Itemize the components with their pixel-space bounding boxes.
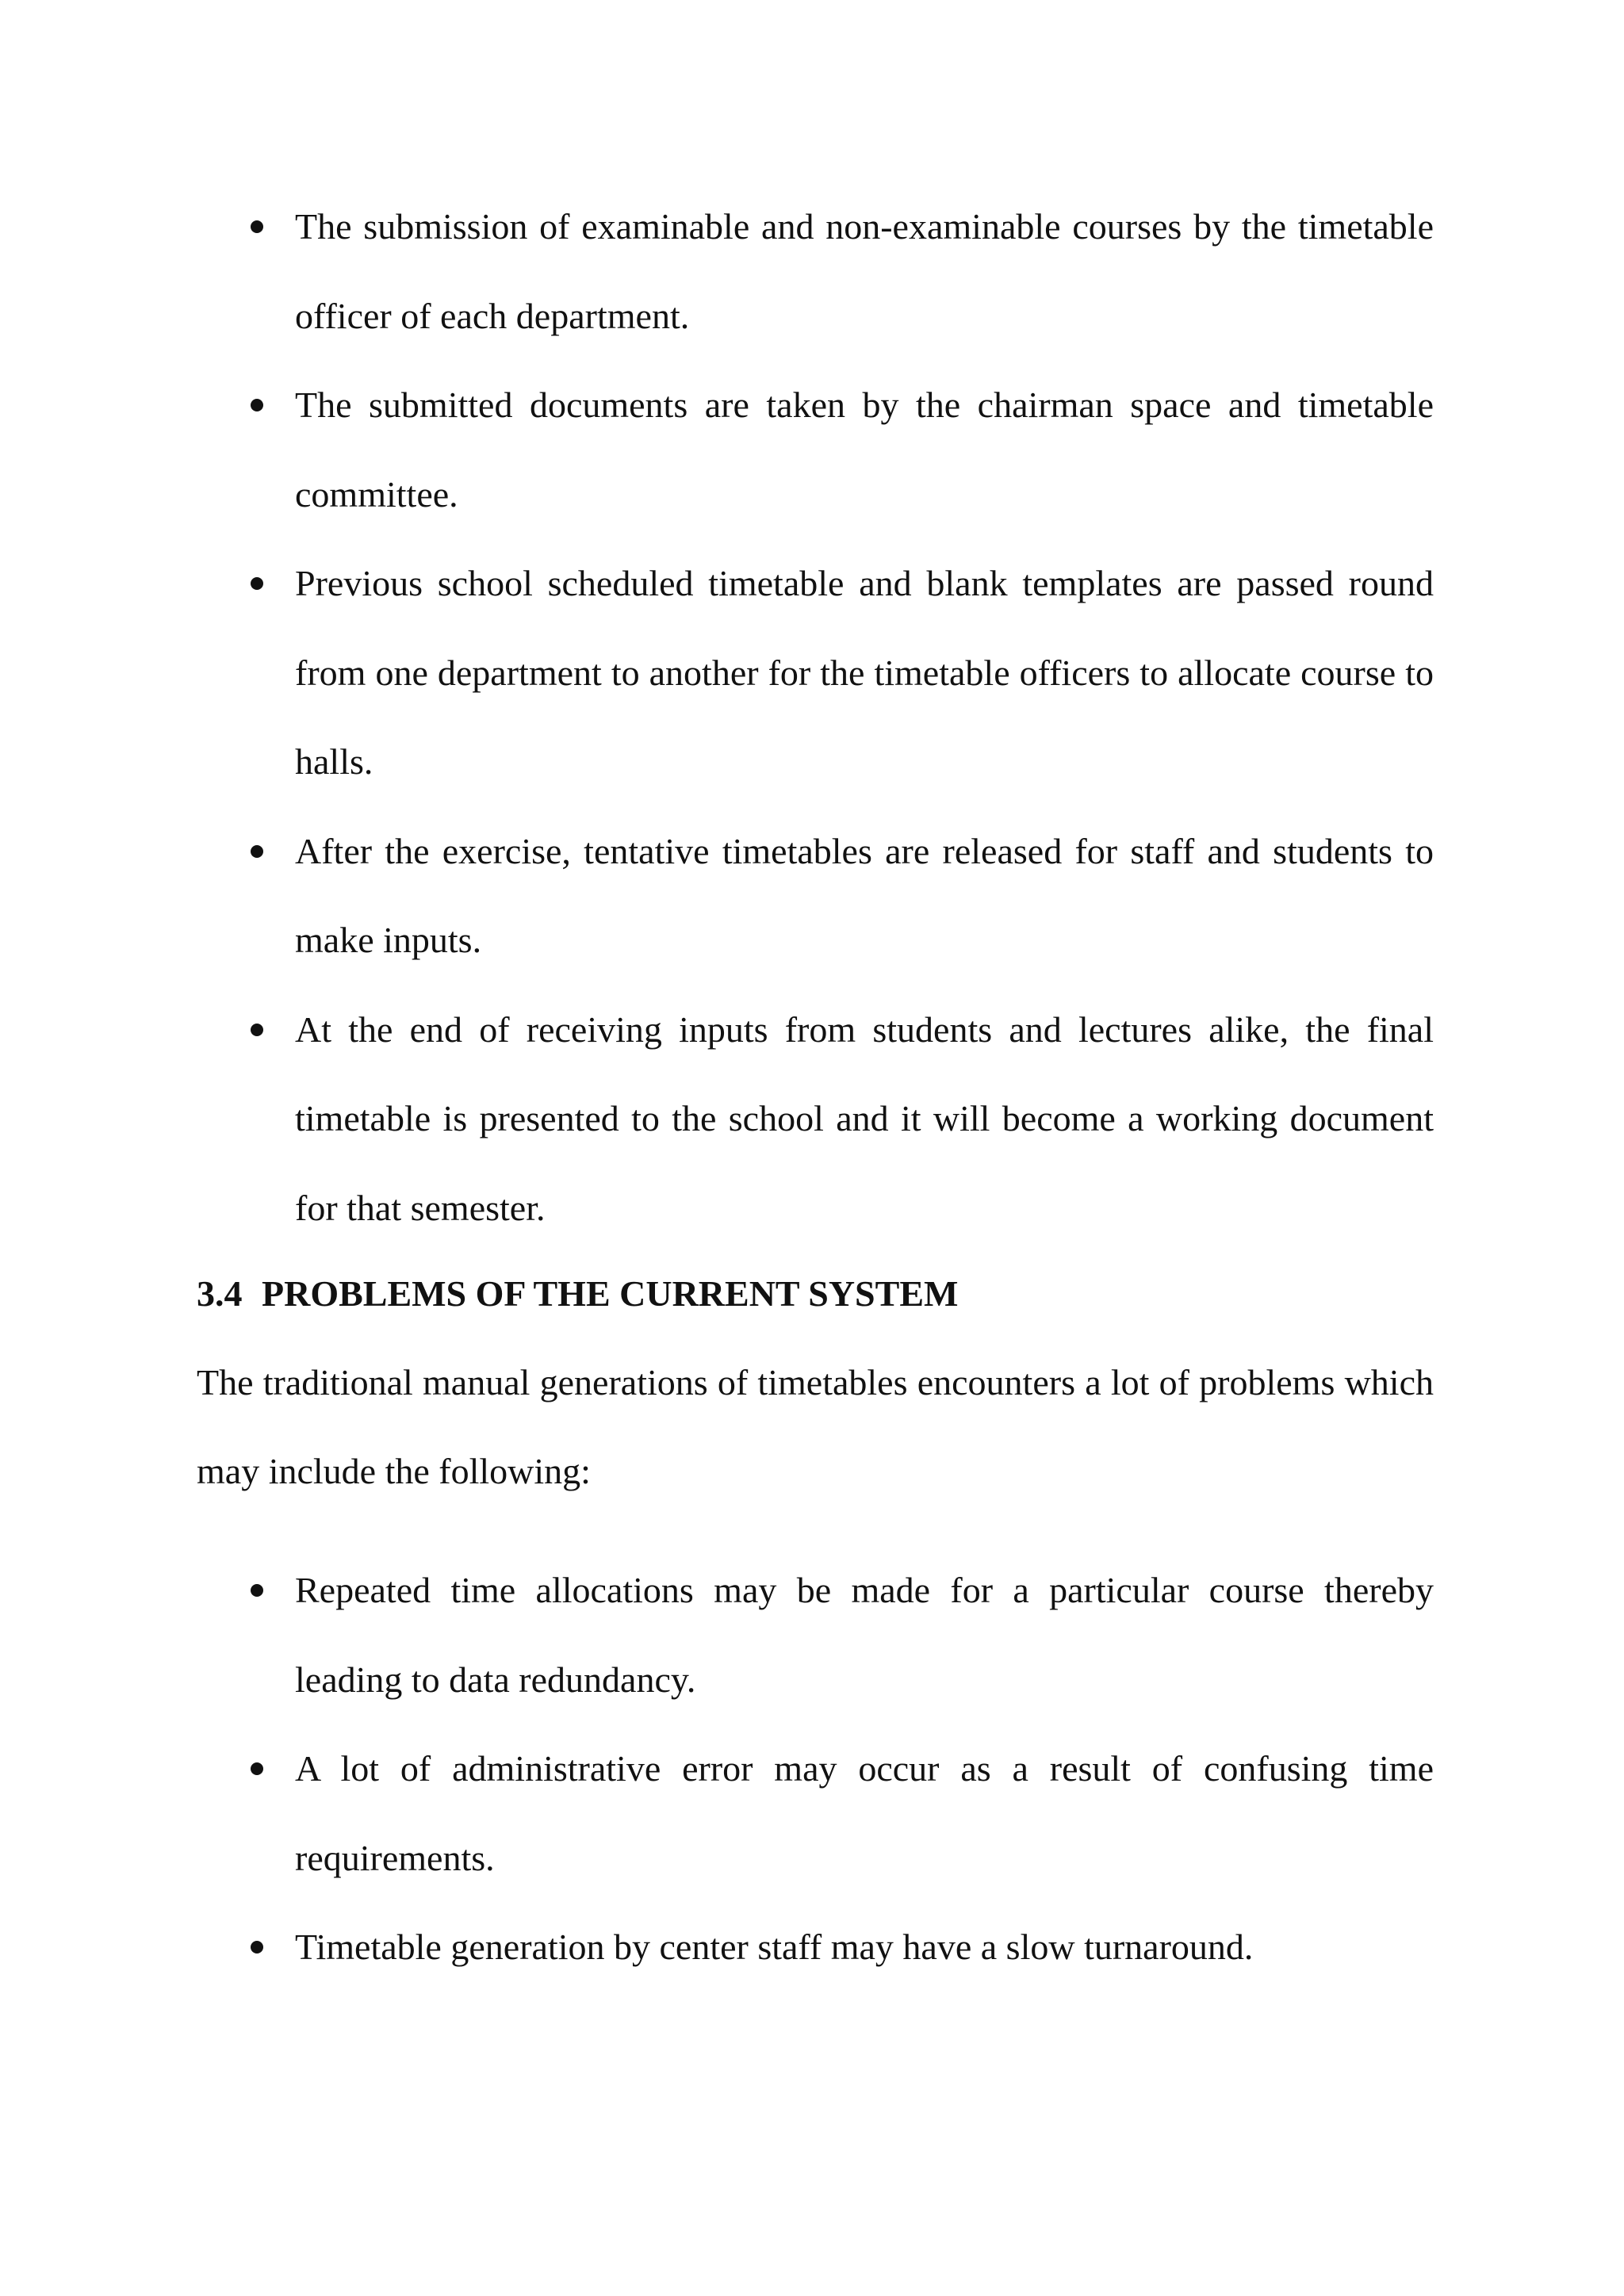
section-heading bbox=[197, 1249, 958, 1338]
list-item bbox=[197, 985, 1434, 1253]
bullet-icon bbox=[251, 220, 263, 233]
section-number: 3.4 bbox=[197, 1273, 243, 1314]
bullet-icon bbox=[251, 1941, 263, 1954]
bullet-icon bbox=[251, 1584, 263, 1597]
list-item bbox=[197, 807, 1434, 985]
list-item-text: The submission of examinable and non-examinable courses by the timetable officer of each department. bbox=[295, 206, 1434, 336]
problems-list bbox=[197, 1546, 1434, 1992]
list-item bbox=[197, 182, 1434, 361]
list-item bbox=[197, 1903, 1434, 1992]
process-steps-list bbox=[197, 182, 1434, 1253]
list-item-text: Timetable generation by center staff may have a slow turnaround. bbox=[295, 1927, 1254, 1967]
section-title: PROBLEMS OF THE CURRENT SYSTEM bbox=[262, 1273, 959, 1314]
bullet-icon bbox=[251, 845, 263, 858]
list-item-text: Repeated time allocations may be made for a particular course thereby leading to data redundancy. bbox=[295, 1570, 1434, 1700]
list-item-text: After the exercise, tentative timetables are released for staff and students to make inputs. bbox=[295, 830, 1434, 960]
bullet-icon bbox=[251, 1024, 263, 1036]
list-item-text: At the end of receiving inputs from students and lectures alike, the final timetable is presented to the school and it will become a working document for that semester. bbox=[295, 1008, 1434, 1228]
list-item bbox=[197, 539, 1434, 807]
section-intro-paragraph: The traditional manual generations of timetables encounters a lot of problems which may include the following: bbox=[197, 1362, 1434, 1491]
list-item bbox=[197, 1724, 1434, 1903]
list-item bbox=[197, 361, 1434, 539]
list-item-text: Previous school scheduled timetable and blank templates are passed round from one department to another for the timetable officers to allocate course to halls. bbox=[295, 563, 1434, 782]
list-item bbox=[197, 1546, 1434, 1724]
list-item-text: A lot of administrative error may occur as a result of confusing time requirements. bbox=[295, 1748, 1434, 1878]
list-item-text: The submitted documents are taken by the chairman space and timetable committee. bbox=[295, 385, 1434, 515]
bullet-icon bbox=[251, 399, 263, 411]
bullet-icon bbox=[251, 577, 263, 590]
bullet-icon bbox=[251, 1762, 263, 1775]
